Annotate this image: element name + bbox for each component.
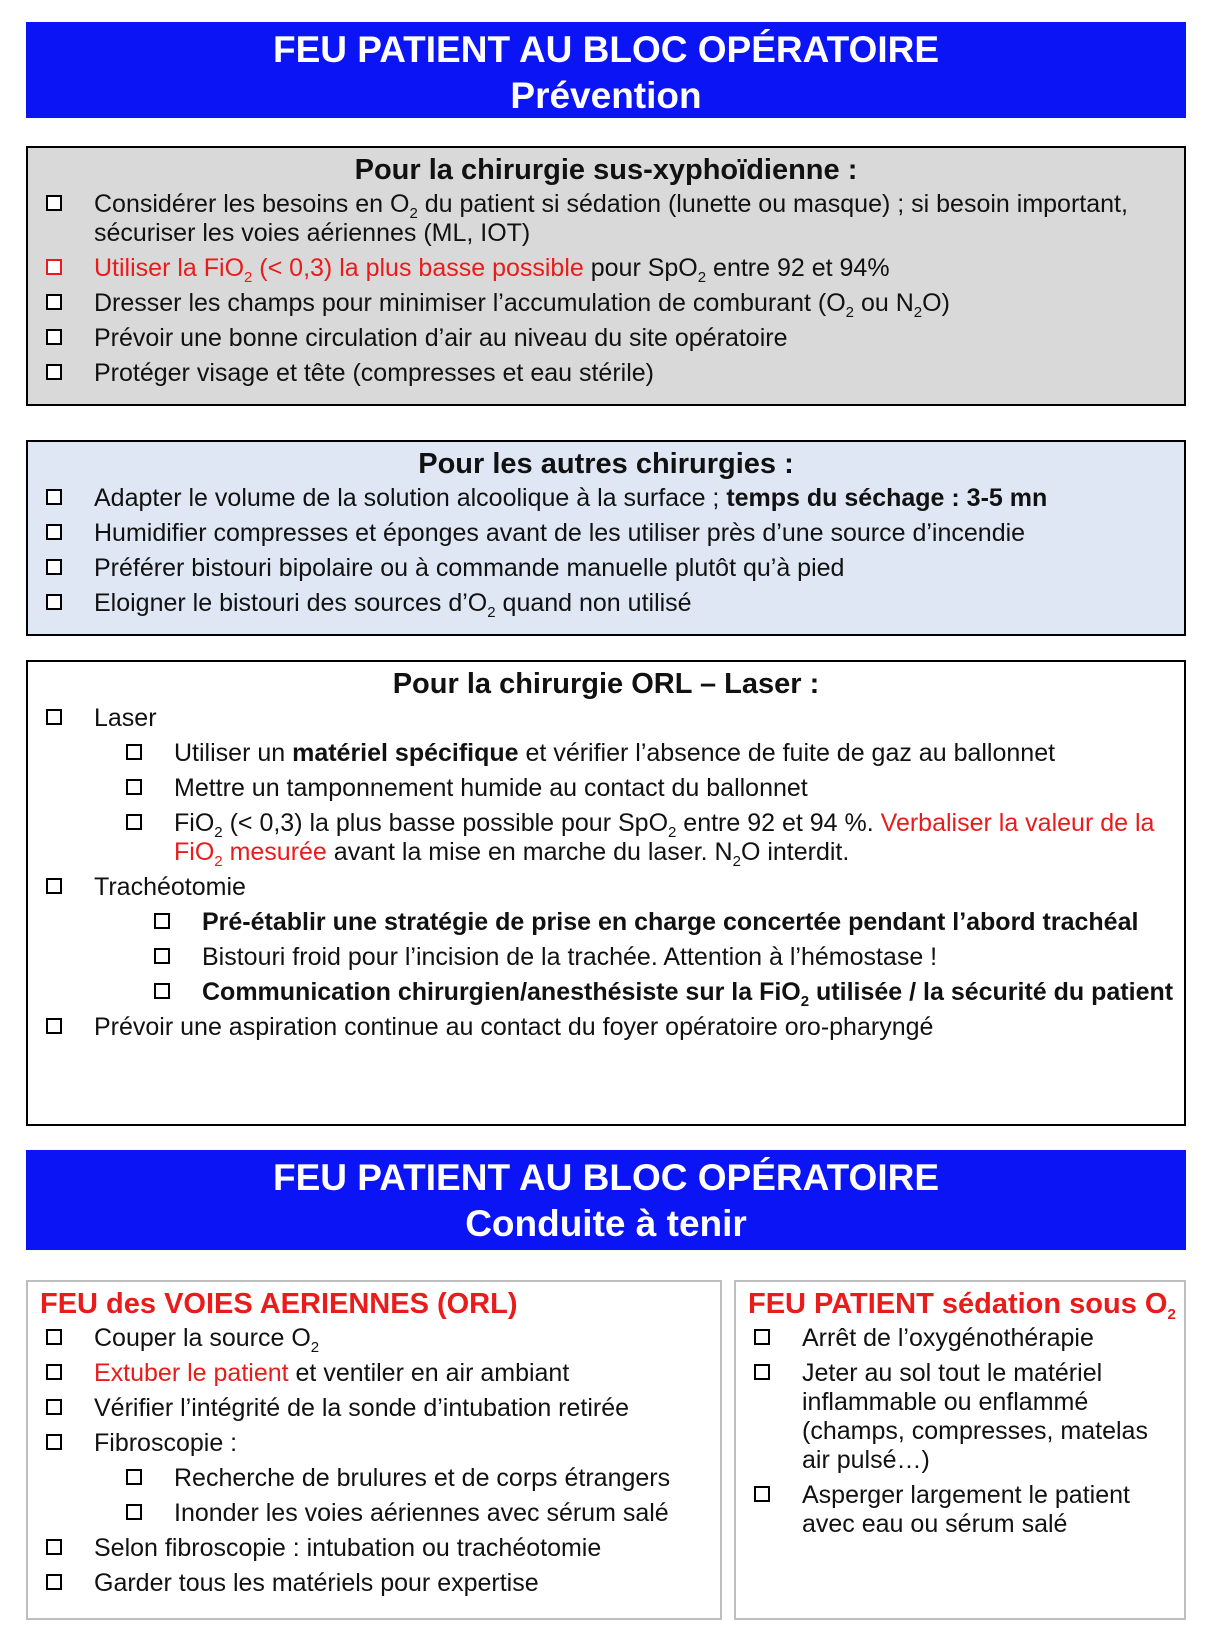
checkbox-icon: [46, 489, 62, 505]
checkbox-icon: [126, 779, 142, 795]
checkbox-icon: [46, 559, 62, 575]
section-feu-patient-sedation: [734, 1280, 1186, 1620]
checkbox-icon: [46, 1329, 62, 1345]
checklist-item: Asperger largement le patient avec eau ou sérum salé: [736, 1481, 1184, 1539]
checklist-item: Humidifier compresses et éponges avant de les utiliser près d’une source d’incendie: [28, 519, 1184, 548]
checkbox-icon: [46, 364, 62, 380]
checklist-item: Fibroscopie :: [28, 1429, 720, 1458]
checklist-item: Selon fibroscopie : intubation ou trachéotomie: [28, 1534, 720, 1563]
checkbox-icon: [154, 983, 170, 999]
checklist-item-laser: Laser: [28, 704, 1184, 733]
checkbox-icon: [126, 744, 142, 760]
checklist-item: Prévoir une aspiration continue au contact du foyer opératoire oro-pharyngé: [28, 1013, 1184, 1042]
checklist-subitem: Bistouri froid pour l’incision de la trachée. Attention à l’hémostase !: [28, 943, 1184, 972]
checkbox-icon: [46, 195, 62, 211]
section-autres-chirurgies: [26, 440, 1186, 636]
checklist-item: Jeter au sol tout le matériel inflammable ou enflammé (champs, compresses, matelas air pulsé…): [736, 1359, 1184, 1475]
checklist-subitem: Pré-établir une stratégie de prise en charge concertée pendant l’abord trachéal: [28, 908, 1184, 937]
checkbox-icon: [46, 259, 62, 275]
checklist-item: Adapter le volume de la solution alcoolique à la surface ; temps du séchage : 3-5 mn: [28, 484, 1184, 513]
checkbox-icon: [154, 913, 170, 929]
checklist-item-tracheotomie: Trachéotomie: [28, 873, 1184, 902]
checkbox-icon: [46, 1574, 62, 1590]
checkbox-icon: [46, 1434, 62, 1450]
banner-prevention: [26, 22, 1186, 118]
checklist-item: Protéger visage et tête (compresses et eau stérile): [28, 359, 1184, 388]
checkbox-icon: [46, 594, 62, 610]
checkbox-icon: [126, 1504, 142, 1520]
checkbox-icon: [46, 1399, 62, 1415]
checkbox-icon: [46, 878, 62, 894]
checkbox-icon: [46, 329, 62, 345]
checklist-item: Prévoir une bonne circulation d’air au niveau du site opératoire: [28, 324, 1184, 353]
section-orl-laser: [26, 660, 1186, 1126]
checkbox-icon: [126, 1469, 142, 1485]
checkbox-icon: [154, 948, 170, 964]
checklist-subitem: FiO$_2$ (< 0,3) la plus basse possible pour SpO$_2$ entre 92 et 94 %. Verbaliser la valeur de la FiO$_2$ mesurée avant la mise en marche du laser. $N_2O$ interdit.: [28, 809, 1184, 867]
section-title: FEU des VOIES AERIENNES (ORL): [40, 1288, 518, 1320]
checklist-item: Dresser les champs pour minimiser l’accumulation de comburant ($O_2$ ou $N_2O$): [28, 289, 1184, 318]
checklist-item: Vérifier l’intégrité de la sonde d’intubation retirée: [28, 1394, 720, 1423]
checklist-subitem: Inonder les voies aériennes avec sérum salé: [28, 1499, 720, 1528]
checkbox-icon: [46, 709, 62, 725]
checklist-subitem: Mettre un tamponnement humide au contact du ballonnet: [28, 774, 1184, 803]
checklist-subitem: Recherche de brulures et de corps étrangers: [28, 1464, 720, 1493]
checkbox-icon: [46, 1539, 62, 1555]
banner-title: FEU PATIENT AU BLOC OPÉRATOIRE: [272, 29, 940, 70]
checkbox-icon: [46, 524, 62, 540]
checklist-item: Considérer les besoins en $O_2$ du patient si sédation (lunette ou masque) ; si besoin important, sécuriser les voies aériennes (ML, IOT): [28, 190, 1184, 248]
checkbox-icon: [754, 1486, 770, 1502]
checklist-item: Utiliser la FiO$_2$ (< 0,3) la plus basse possible pour SpO$_2$ entre 92 et 94%: [28, 254, 1184, 283]
checklist-subitem: Utiliser un matériel spécifique et vérifier l’absence de fuite de gaz au ballonnet: [28, 739, 1184, 768]
checklist-item: Couper la source $O_2$: [28, 1324, 720, 1353]
banner-title: FEU PATIENT AU BLOC OPÉRATOIRE: [272, 1157, 940, 1198]
checkbox-icon: [46, 1018, 62, 1034]
banner-subtitle: Conduite à tenir: [465, 1203, 747, 1244]
checkbox-icon: [754, 1364, 770, 1380]
checklist-item: Préférer bistouri bipolaire ou à commande manuelle plutôt qu’à pied: [28, 554, 1184, 583]
banner-conduite: [26, 1150, 1186, 1250]
checklist-item: Extuber le patient et ventiler en air ambiant: [28, 1359, 720, 1388]
section-title: Pour la chirurgie ORL – Laser :: [392, 668, 820, 700]
banner-subtitle: Prévention: [510, 75, 702, 116]
checkbox-icon: [754, 1329, 770, 1345]
section-feu-voies-aeriennes: [26, 1280, 722, 1620]
checkbox-icon: [46, 1364, 62, 1380]
section-sus-xyphoidienne: [26, 146, 1186, 406]
checklist-item: Garder tous les matériels pour expertise: [28, 1569, 720, 1598]
section-title: FEU PATIENT sédation sous $O_2$: [748, 1288, 1176, 1323]
checkbox-icon: [46, 294, 62, 310]
section-title: Pour la chirurgie sus-xyphoïdienne :: [354, 154, 858, 186]
checkbox-icon: [126, 814, 142, 830]
checklist-subitem: Communication chirurgien/anesthésiste sur la FiO$_2$ utilisée / la sécurité du patient: [28, 978, 1184, 1007]
checklist-item: Arrêt de l’oxygénothérapie: [736, 1324, 1184, 1353]
section-title: Pour les autres chirurgies :: [418, 448, 794, 480]
checklist-item: Eloigner le bistouri des sources $d’O_2$ quand non utilisé: [28, 589, 1184, 618]
